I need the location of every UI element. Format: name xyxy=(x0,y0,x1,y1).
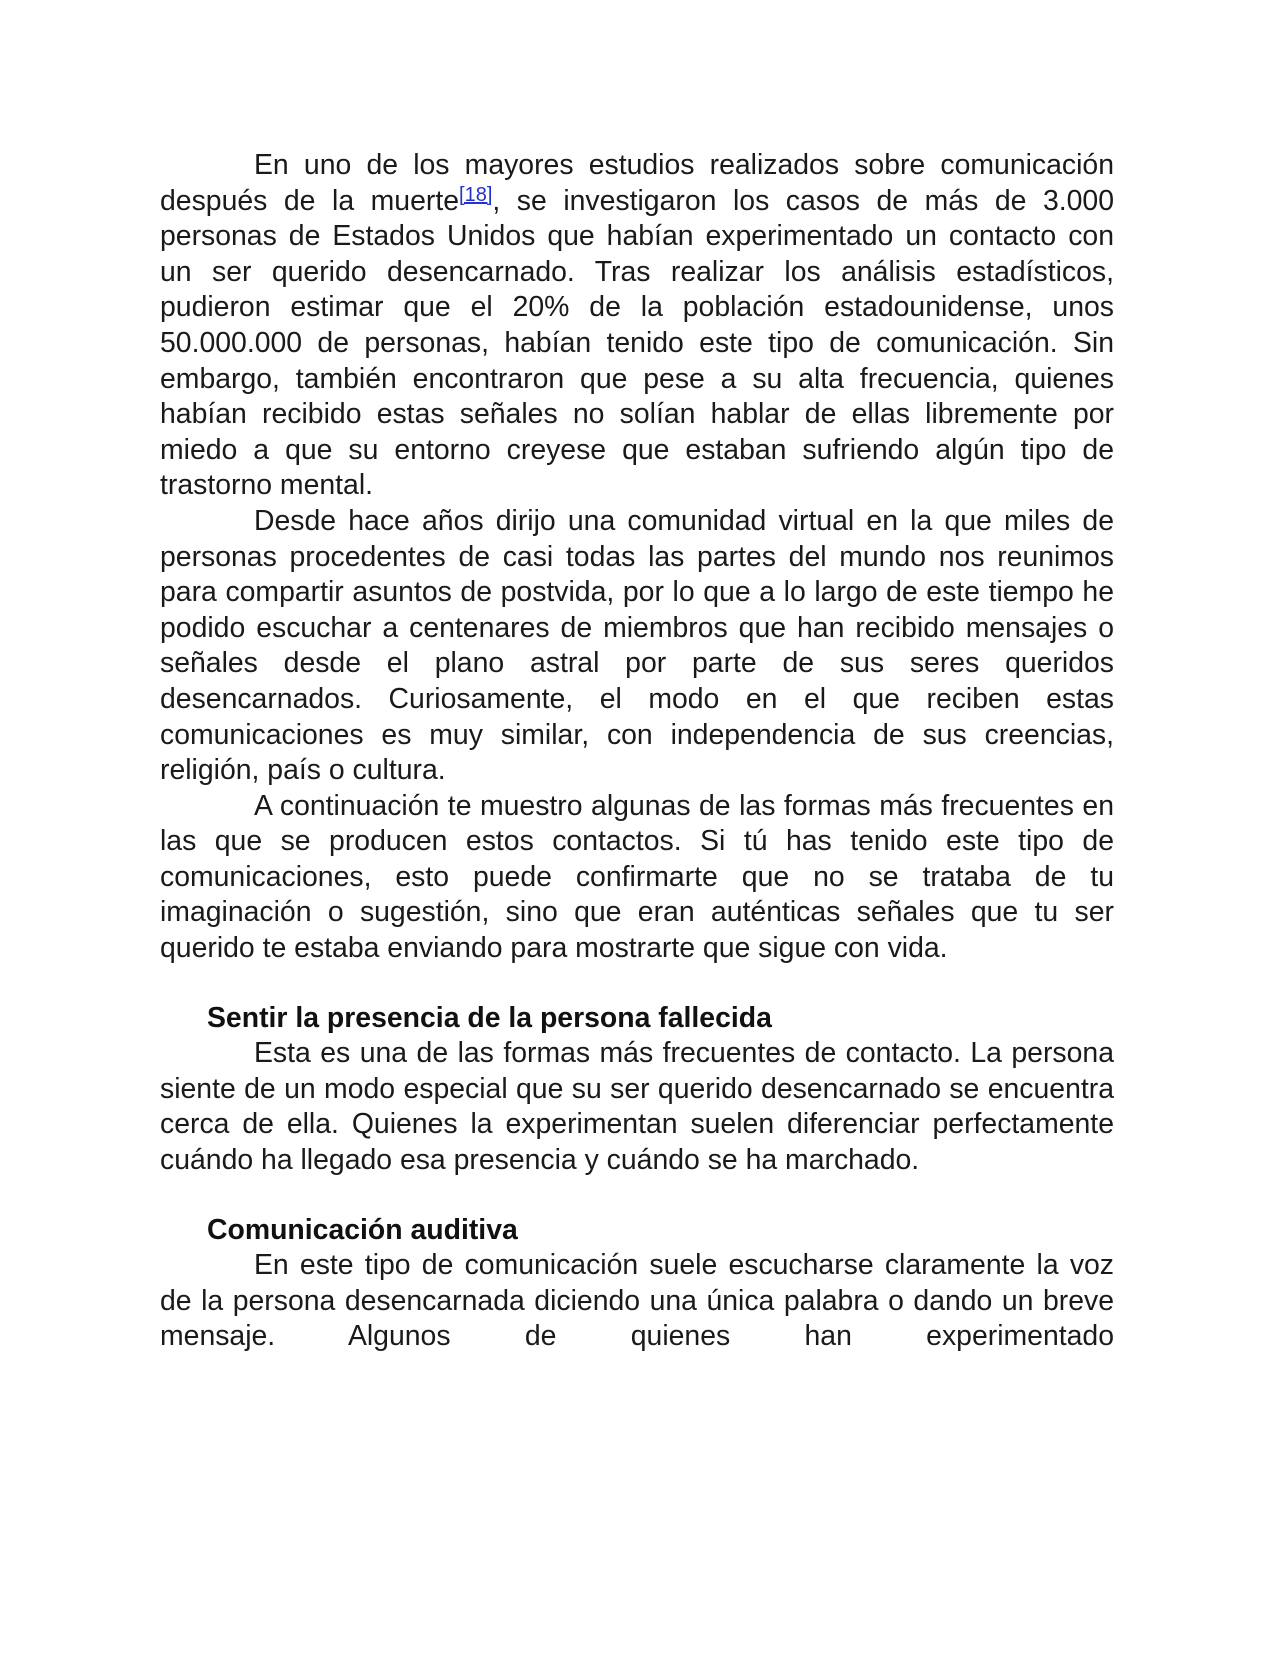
paragraph-contact-forms: A continuación te muestro algunas de las formas más frecuentes en las que se producen estos contactos. Si tú has tenido este tipo de comunicaciones, esto puede confirmarte que no se trataba de tu imaginación o sugestión, sino que eran auténticas señales que tu ser querido te estaba enviando para mostrarte que sigue con vida. xyxy=(160,789,1114,965)
section-heading-presence: Sentir la presencia de la persona fallecida xyxy=(207,1001,772,1034)
paragraph-community: Desde hace años dirijo una comunidad virtual en la que miles de personas procedentes de casi todas las partes del mundo nos reunimos para compartir asuntos de postvida, por lo que a lo largo de este tiempo he podido escuchar a centenares de miembros que han recibido mensajes o señales desde el plano astral por parte de sus seres queridos desencarnados. Curiosamente, el modo en el que reciben estas comunicaciones es muy similar, con independencia de sus creencias, religión, país o cultura. xyxy=(160,504,1114,787)
paragraph-presence: Esta es una de las formas más frecuentes de contacto. La persona siente de un modo especial que su ser querido desencarnado se encuentra cerca de ella. Quienes la experimentan suelen diferenciar perfectamente cuándo ha llegado esa presencia y cuándo se ha marchado. xyxy=(160,1037,1114,1177)
section-heading-auditory: Comunicación auditiva xyxy=(207,1213,518,1246)
footnote-reference-link[interactable]: [18] xyxy=(459,183,493,206)
document-page xyxy=(160,148,1114,1355)
paragraph-study-text-before: En uno de los mayores estudios realizados sobre comunicación después de la muerte xyxy=(160,149,1114,217)
paragraph-study-text-after: , se investigaron los casos de más de 3.000 personas de Estados Unidos que habían experimentado un contacto con un ser querido desencarnado. Tras realizar los análisis estadísticos, pudieron estimar que el 20% de la población estadounidense, unos 50.000.000 de personas, habían tenido este tipo de comunicación. Sin embargo, también encontraron que pese a su alta frecuencia, quienes habían recibido estas señales no solían hablar de ellas libremente por miedo a que su entorno creyese que estaban sufriendo algún tipo de trastorno mental. xyxy=(160,184,1114,502)
paragraph-auditory: En este tipo de comunicación suele escucharse claramente la voz de la persona desencarnada diciendo una única palabra o dando un breve mensaje. Algunos de quienes han experimentado xyxy=(160,1249,1114,1353)
paragraph-study xyxy=(160,148,1114,504)
